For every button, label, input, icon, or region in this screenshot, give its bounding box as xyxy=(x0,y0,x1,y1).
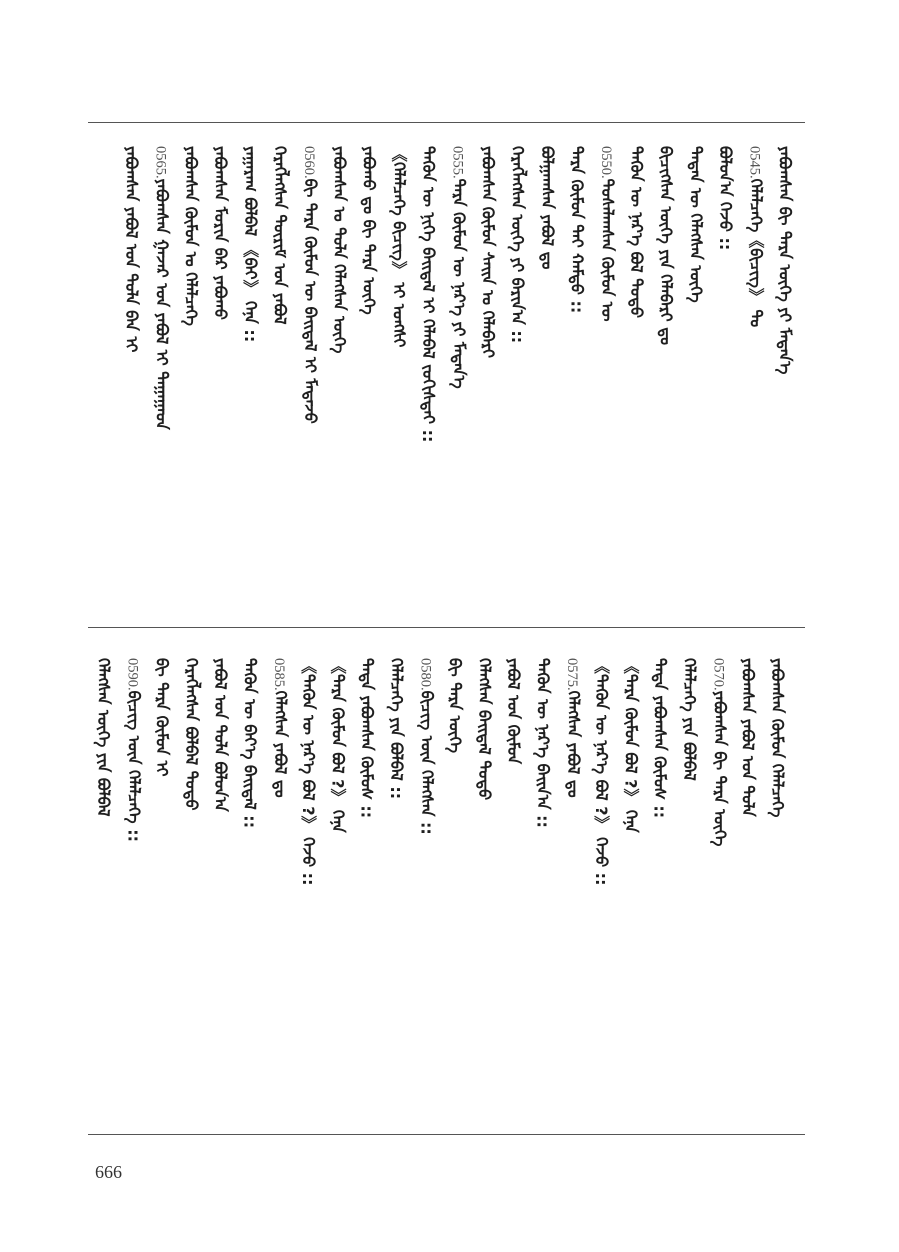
text-column xyxy=(179,146,211,606)
entry-text: ᠶᠠᠪᠤᠭᠰᠠᠨ ᠬᠦᠮᠦᠨ ᠬᠡᠯᠡᠯᠴᠡᠭᠡ xyxy=(767,658,787,818)
entry-number: 0550. xyxy=(598,146,615,179)
entry-text: 《ᠲᠡᠭᠦᠨ ᠦ ᠨᠡᠷ᠎ᠡ ᠪᠣᠯ ?》 ᠭᠡᠵᠦ :: xyxy=(592,658,612,886)
entry-text: ᠶᠠᠪᠤᠭᠰᠠᠨ ᠬᠦᠮᠦᠨ ᠰᠠᠢᠨ ᠤ ᠬᠡᠯᠡᠪᠡᠷᠢ xyxy=(478,146,498,358)
entry-text: ᠪᠣᠯᠭᠠᠭᠰᠠᠨ ᠶᠠᠪᠤᠯ ᠳᠤ xyxy=(537,146,557,270)
text-column xyxy=(268,658,300,1118)
entry-text: 《ᠲᠡᠷᠡ ᠬᠦᠮᠦᠨ ᠪᠣᠯ ?》 ᠭᠡᠨᠡ xyxy=(621,658,641,833)
entry-text: ᠪᠢ ᠲᠡᠷᠡ ᠦᠭᠡ xyxy=(445,658,465,754)
entry-text: ᠬᠡᠯᠡᠯᠴᠡᠭᠡ ᠶᠢᠨ ᠪᠣᠯᠪᠠᠯ :: xyxy=(387,658,406,800)
entry-text: ᠪᠣᠯᠤᠨ᠎ᠠ ᠭᠡᠵᠦ :: xyxy=(716,146,735,251)
text-column xyxy=(297,658,329,1118)
entry-text: ᠶᠠᠭᠠᠷᠠᠭ ᠪᠣᠯᠪᠠᠯ 《ᠪᠠᠢ》 ᠭᠡᠨᠡ :: xyxy=(240,146,260,343)
text-column xyxy=(417,146,449,606)
entry-text: ᠪᠢ ᠲᠡᠷᠡ ᠬᠦᠮᠦᠨ ᠦ ᠪᠠᠢᠳᠠᠯ ᠢ ᠮᠡᠳᠡᠵᠦ xyxy=(301,178,321,424)
text-column xyxy=(502,658,534,1118)
text-column xyxy=(619,658,651,1118)
text-column xyxy=(385,658,417,1118)
entry-text: ᠬᠡᠯᠡᠭᠰᠡᠨ ᠦᠭᠡ ᠶᠢᠨ ᠪᠣᠯᠪᠠᠯ xyxy=(94,658,113,817)
top-divider xyxy=(88,122,805,123)
entry-number: 0590. xyxy=(124,658,141,691)
page-number: 666 xyxy=(95,1162,122,1182)
entry-text: ᠬᠡᠯᠡᠯᠴᠡᠭᠡ《ᠪᠢᠴᠢᠭ》 ᠲᠤ xyxy=(746,178,766,328)
text-column xyxy=(566,146,598,606)
entry-text: ᠲᠡᠭᠦᠨ ᠦ ᠨᠡᠷ᠎ᠡ ᠪᠠᠢᠨ᠎ᠠ :: xyxy=(533,658,553,828)
entry-number: 0580. xyxy=(417,658,434,691)
text-column xyxy=(684,146,716,606)
entry-text: ᠪᠢᠴᠢᠭᠰᠡᠨ ᠦᠭᠡ ᠶᠢᠨ ᠬᠡᠯᠡᠪᠡᠷᠢ ᠳᠤ xyxy=(656,146,676,346)
entry-text: ᠲᠡᠳᠡ ᠶᠠᠪᠤᠭᠰᠠᠨ ᠬᠦᠮᠦᠰ :: xyxy=(357,658,377,819)
middle-divider xyxy=(88,627,805,628)
text-column xyxy=(92,658,124,1118)
entry-text: ᠪᠢᠴᠢᠭ ᠦᠨ ᠬᠡᠯᠡᠯᠴᠡᠭᠡ :: xyxy=(124,690,144,842)
entry-text: 《ᠲᠡᠷᠡ ᠬᠦᠮᠦᠨ ᠪᠣᠯ ?》 ᠭᠡᠨᠡ xyxy=(328,658,348,833)
entry-text: ᠬᠡᠯᠡᠭᠰᠡᠨ ᠶᠠᠪᠤᠯ ᠳᠤ xyxy=(563,690,583,798)
text-column xyxy=(239,658,271,1118)
entry-text: ᠬᠡᠯᠡᠭᠰᠡᠨ ᠪᠠᠢᠳᠠᠯ ᠲᠣᠳᠣ xyxy=(474,658,494,801)
entry-text: ᠬᠡᠯᠡᠭᠰᠡᠨ ᠶᠠᠪᠤᠯ ᠳᠤ xyxy=(270,690,290,798)
text-column xyxy=(649,658,681,1118)
top-text-section xyxy=(88,146,805,606)
entry-text: ᠬᠡᠯᠡᠯᠴᠡᠭᠡ ᠶᠢᠨ ᠪᠣᠯᠪᠠᠯ xyxy=(680,658,699,781)
bottom-divider xyxy=(88,1134,805,1135)
entry-text: ᠲᠡᠭᠦᠨ ᠦ ᠨᠡᠷ᠎ᠡ ᠪᠤᠯ ᠲᠣᠳᠣ xyxy=(626,146,646,319)
text-column xyxy=(387,146,419,606)
text-column xyxy=(506,146,538,606)
entry-text: ᠶᠠᠪᠤᠯ ᠤᠨ ᠬᠦᠮᠦᠨ xyxy=(504,658,524,765)
entry-number: 0575. xyxy=(563,658,580,691)
text-column xyxy=(121,658,153,1118)
entry-number: 0560. xyxy=(301,146,318,179)
entry-text: ᠶᠠᠪᠤᠯ ᠤᠨ ᠲᠤᠯᠠ ᠪᠣᠯᠤᠨ᠎ᠠ xyxy=(211,658,231,812)
text-column xyxy=(358,146,390,606)
entry-text: ᠬᠡᠷᠡᠭᠯᠡᠭᠰᠡᠨ ᠪᠣᠯᠪᠠᠯ ᠲᠣᠳᠣ xyxy=(181,658,201,811)
text-column xyxy=(766,658,798,1118)
text-column xyxy=(595,146,627,606)
text-column xyxy=(328,146,360,606)
text-column xyxy=(737,658,769,1118)
entry-text: ᠶᠠᠪᠤᠭᠰᠠᠨ ᠪᠢ ᠲᠡᠷᠡ ᠦᠭᠡ xyxy=(710,690,730,847)
text-column xyxy=(625,146,657,606)
text-column xyxy=(532,658,564,1118)
entry-text: ᠶᠠᠪᠤᠭᠰᠠᠨ ᠤ ᠲᠤᠯᠠ ᠬᠡᠯᠡᠭᠰᠡᠨ ᠦᠭᠡ xyxy=(329,146,349,354)
text-column xyxy=(476,146,508,606)
entry-text: ᠲᠡᠭᠦᠨ ᠦ ᠨᠢᠭᠡ ᠪᠠᠢᠳᠠᠯ ᠢ ᠬᠡᠯᠡᠪᠡᠯ ᠵᠣᠬᠢᠰᠲᠠᠢ :: xyxy=(419,146,438,443)
entry-text: 《ᠬᠡᠯᠡᠯᠴᠡᠭᠡ ᠪᠢᠴᠢᠭ》 ᠢ ᠤᠩᠰᠢ xyxy=(389,146,409,348)
text-column xyxy=(239,146,271,606)
entry-text: ᠲᠡᠳᠡ ᠶᠠᠪᠤᠭᠰᠠᠨ ᠬᠦᠮᠦᠰ :: xyxy=(650,658,670,819)
text-column xyxy=(744,146,776,606)
entry-number: 0545. xyxy=(746,146,763,179)
text-column xyxy=(561,658,593,1118)
text-column xyxy=(536,146,568,606)
text-column xyxy=(473,658,505,1118)
entry-number: 0565. xyxy=(152,146,169,179)
entry-text: ᠶᠠᠪᠤᠭᠰᠠᠨ ᠮᠣᠷᠢᠨ ᠪᠠᠷ ᠶᠠᠪᠤᠬᠤ xyxy=(211,146,231,320)
text-column xyxy=(444,658,476,1118)
text-column xyxy=(326,658,358,1118)
text-column xyxy=(269,146,301,606)
entry-text: ᠶᠠᠪᠤᠬᠤ ᠳᠤ ᠪᠢ ᠲᠡᠷᠡ ᠦᠭᠡ xyxy=(359,146,379,315)
entry-text: ᠬᠡᠷᠡᠭᠯᠡᠭᠰᠡᠨ ᠦᠭᠡ ᠶᠢ ᠪᠠᠷᠢᠨ᠎ᠠ :: xyxy=(508,146,528,344)
text-column xyxy=(151,658,183,1118)
entry-text: ᠲᠡᠭᠦᠨ ᠦ ᠪᠡᠶ᠎ᠡ ᠪᠠᠢᠳᠠᠯ :: xyxy=(240,658,260,829)
entry-number: 0555. xyxy=(449,146,466,179)
entry-text: ᠲᠡᠳᠡᠨ ᠦ ᠬᠡᠯᠡᠭᠰᠡᠨ ᠦᠭᠡ xyxy=(686,146,706,303)
text-column xyxy=(209,146,241,606)
entry-text: ᠪᠢᠴᠢᠭ ᠦᠨ ᠬᠡᠯᠡᠭᠰᠡᠨ :: xyxy=(417,690,437,835)
text-column xyxy=(120,146,152,606)
entry-text: ᠶᠠᠪᠤᠭᠰᠠᠨ ᠪᠢ ᠲᠡᠷᠡ ᠦᠭᠡ ᠶᠢ ᠮᠡᠳᠡᠨ᠎ᠡ xyxy=(775,146,795,375)
text-column xyxy=(590,658,622,1118)
entry-text: ᠪᠢ ᠲᠡᠷᠡ ᠬᠦᠮᠦᠨ ᠢ xyxy=(152,658,172,777)
bottom-text-section xyxy=(88,658,805,1118)
entry-text: ᠲᠤᠰᠠᠯᠠᠭᠰᠠᠨ ᠬᠦᠮᠦᠨ ᠦ xyxy=(598,178,618,322)
text-column xyxy=(414,658,446,1118)
text-column xyxy=(678,658,710,1118)
text-column xyxy=(773,146,805,606)
text-column xyxy=(655,146,687,606)
entry-text: ᠬᠡᠷᠡᠭᠯᠡᠭᠰᠡᠨ ᠳᠦᠷᠢᠮ ᠤᠨ ᠶᠠᠪᠤᠯ xyxy=(270,146,290,325)
entry-text: ᠶᠠᠪᠤᠭᠰᠠᠨ ᠶᠠᠪᠤᠯ ᠤᠨ ᠲᠤᠯᠠ xyxy=(738,658,758,817)
entry-text: ᠶᠠᠪᠤᠭᠰᠠᠨ ᠶᠠᠪᠤᠯ ᠤᠨ ᠲᠤᠯᠠ ᠪᠠᠨ ᠢ xyxy=(122,146,141,353)
text-column xyxy=(447,146,479,606)
text-column xyxy=(209,658,241,1118)
entry-number: 0585. xyxy=(270,658,287,691)
entry-text: ᠶᠠᠪᠤᠭᠰᠠᠨ ᠬᠦᠮᠦᠨ ᠤ ᠬᠡᠯᠡᠯᠴᠡᠭᠡ xyxy=(181,146,201,326)
text-column xyxy=(180,658,212,1118)
entry-text: 《ᠲᠡᠭᠦᠨ ᠦ ᠨᠡᠷ᠎ᠡ ᠪᠣᠯ ?》 ᠭᠡᠵᠦ :: xyxy=(299,658,319,886)
text-column xyxy=(356,658,388,1118)
entry-number: 0570. xyxy=(710,658,727,691)
entry-text: ᠲᠡᠷᠡ ᠬᠦᠮᠦᠨ ᠦ ᠨᠡᠷ᠎ᠡ ᠶᠢ ᠮᠡᠳᠡᠨ᠎ᠡ xyxy=(449,178,469,389)
text-column xyxy=(298,146,330,606)
entry-text: ᠶᠠᠪᠤᠭᠰᠠᠨ ᠭᠠᠵᠠᠷ ᠤᠨ ᠶᠠᠪᠤᠯ ᠢ ᠳᠠᠭᠠᠭᠠᠳ xyxy=(152,178,172,430)
text-column xyxy=(714,146,746,606)
text-column xyxy=(707,658,739,1118)
text-column xyxy=(150,146,182,606)
entry-text: ᠲᠡᠷᠡ ᠬᠦᠮᠦᠨ ᠲᠠᠢ ᠬᠠᠮᠲᠤ :: xyxy=(567,146,587,314)
